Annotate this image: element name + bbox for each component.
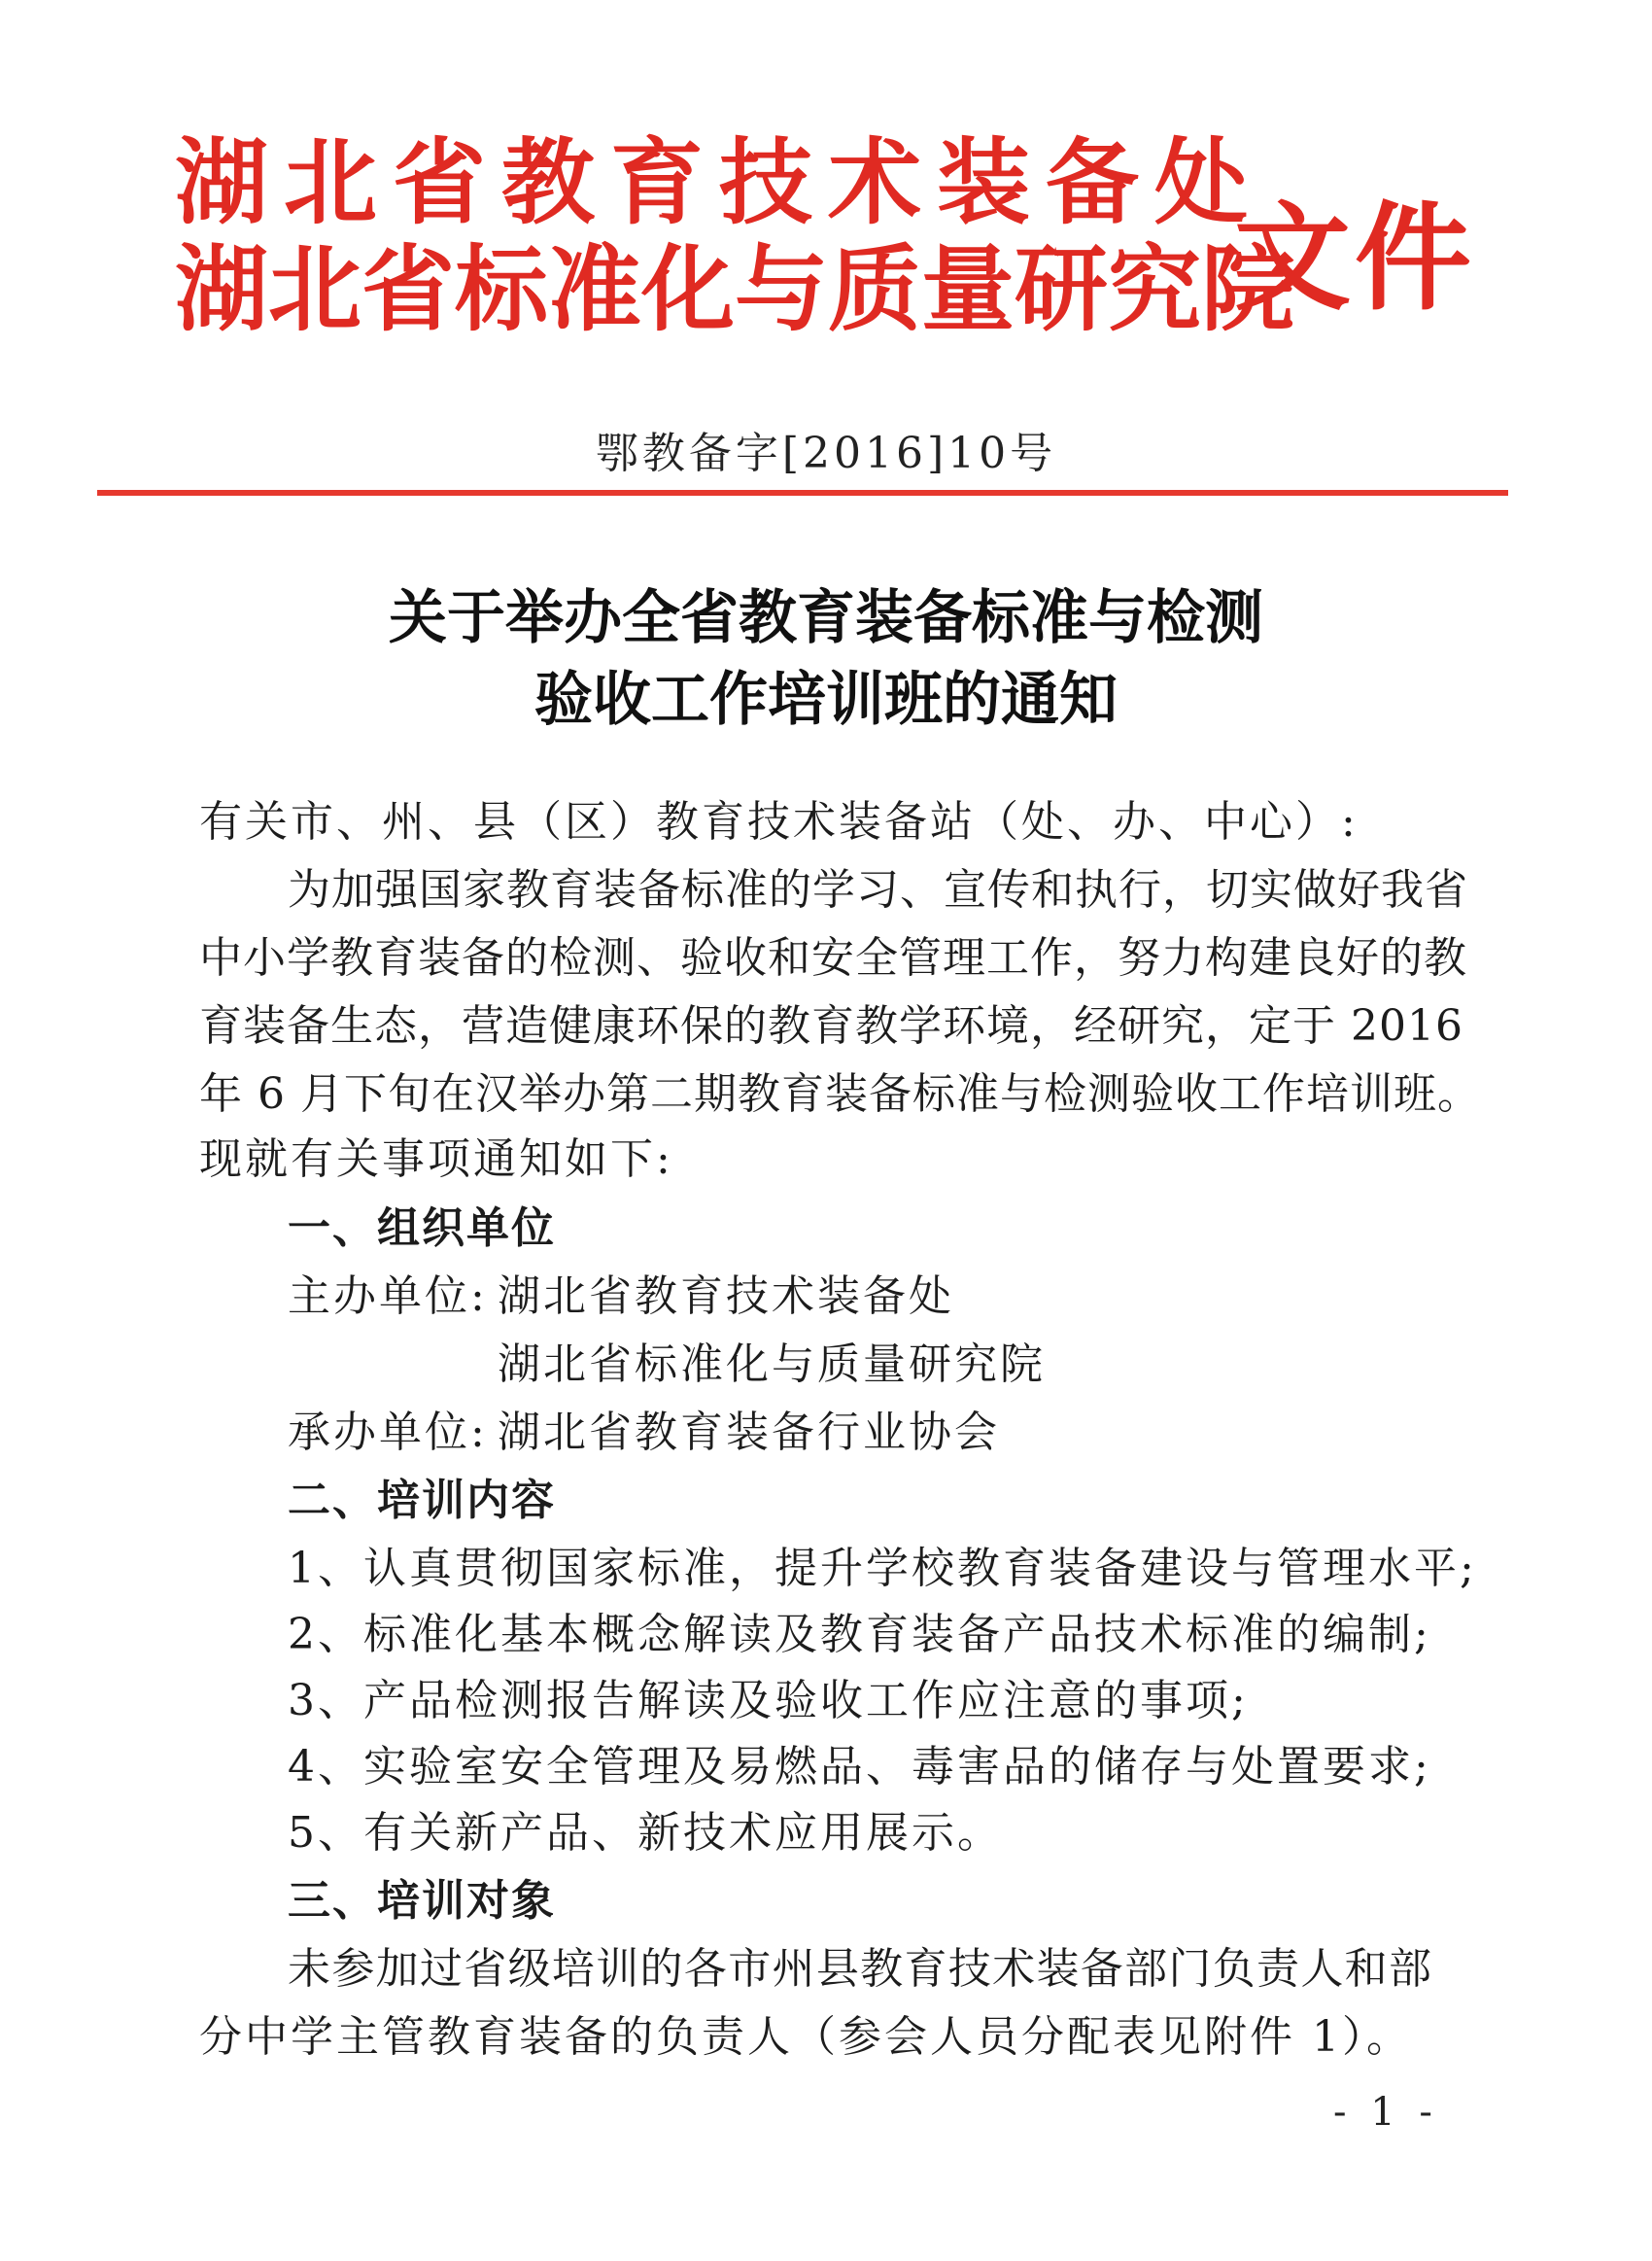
doc-type-label: 文件: [1234, 190, 1475, 327]
organizer-unit: 湖北省教育装备行业协会: [498, 1408, 1000, 1457]
intro-line-5: 现就有关事项通知如下:: [199, 1134, 673, 1184]
document-number: 鄂教备字[2016]10号: [595, 429, 1057, 478]
audience-line-1: 未参加过省级培训的各市州县教育技术装备部门负责人和部: [288, 1944, 1432, 1994]
issuer-line-2: 湖北省标准化与质量研究院: [175, 234, 1294, 344]
masthead: [0, 0, 1652, 344]
organizer-label: 承办单位:: [288, 1408, 488, 1457]
content-item-5: 5、有关新产品、新技术应用展示。: [288, 1808, 1003, 1858]
issuer-line-1: 湖北省教育技术装备处: [175, 127, 1263, 237]
addressee: 有关市、州、县（区）教育技术装备站（处、办、中心）:: [199, 797, 1359, 847]
audience-line-2: 分中学主管教育装备的负责人（参会人员分配表见附件 1）。: [199, 2012, 1412, 2062]
page-number: - 1 -: [1333, 2090, 1438, 2135]
content-item-4: 4、实验室安全管理及易燃品、毒害品的储存与处置要求;: [288, 1742, 1431, 1791]
host-unit-2: 湖北省标准化与质量研究院: [498, 1339, 1046, 1389]
red-divider: [97, 490, 1508, 496]
intro-line-1: 为加强国家教育装备标准的学习、宣传和执行，切实做好我省: [288, 865, 1468, 915]
content-item-3: 3、产品检测报告解读及验收工作应注意的事项;: [288, 1676, 1249, 1725]
host-label: 主办单位:: [288, 1271, 488, 1321]
section-3-heading: 三、培训对象: [288, 1876, 556, 1926]
content-item-1: 1、认真贯彻国家标准，提升学校教育装备建设与管理水平;: [288, 1544, 1477, 1593]
title-line-1: 关于举办全省教育装备标准与检测: [389, 584, 1263, 652]
content-item-2: 2、标准化基本概念解读及教育装备产品技术标准的编制;: [288, 1610, 1431, 1659]
section-2-heading: 二、培训内容: [288, 1476, 556, 1525]
title-line-2: 验收工作培训班的通知: [534, 666, 1118, 734]
intro-line-2: 中小学教育装备的检测、验收和安全管理工作，努力构建良好的教: [199, 933, 1467, 983]
intro-line-3: 育装备生态，营造健康环保的教育教学环境，经研究，定于 2016: [199, 1001, 1463, 1051]
section-1-heading: 一、组织单位: [288, 1203, 556, 1253]
intro-line-4: 年 6 月下旬在汉举办第二期教育装备标准与检测验收工作培训班。: [199, 1069, 1481, 1119]
host-unit-1: 湖北省教育技术装备处: [498, 1271, 954, 1321]
